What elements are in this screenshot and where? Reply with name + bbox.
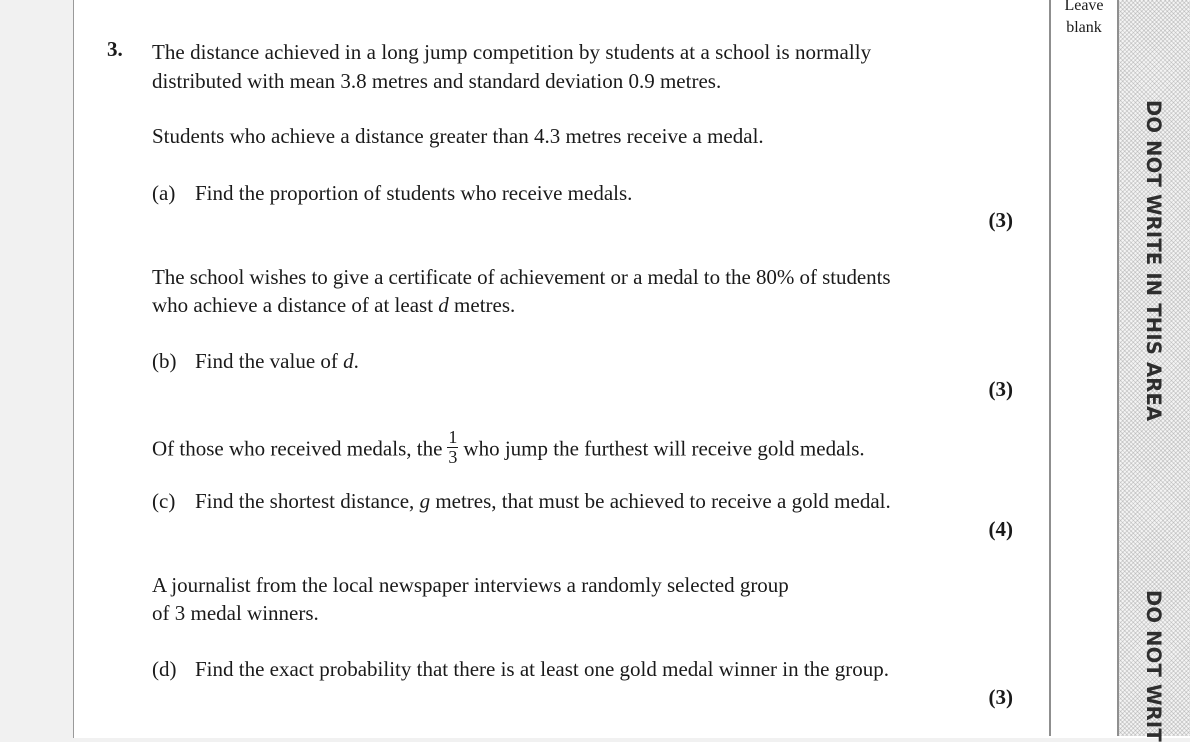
part-c-text: Find the shortest distance, [195, 489, 420, 513]
gold-medal-text [152, 427, 865, 470]
part-d-marks: (3) [988, 685, 1013, 709]
gold-text-end: who jump the furthest will receive gold medals. [463, 436, 865, 461]
margin-divider [1049, 0, 1051, 736]
gold-text-start: Of those who received medals, the [152, 436, 443, 461]
certificate-line-1: The school wishes to give a certificate of achievement or a medal to the 80% of students [152, 265, 891, 289]
journalist-line-2: of 3 medal winners. [152, 601, 319, 625]
intro-line-2: distributed with mean 3.8 metres and standard deviation 0.9 metres. [152, 69, 722, 93]
blank-word: blank [1066, 19, 1102, 36]
fraction-numerator: 1 [448, 427, 458, 447]
part-b [152, 347, 359, 375]
intro-line-1: The distance achieved in a long jump competition by students at a school is normally [152, 40, 872, 64]
part-c-text-end: metres, that must be achieved to receive a gold medal. [430, 489, 891, 513]
variable-d: d [438, 293, 449, 317]
leave-blank-label [1052, 0, 1116, 39]
part-d-label: (d) [152, 657, 177, 681]
part-c-label: (c) [152, 489, 176, 513]
part-d [152, 655, 889, 683]
medal-criteria: Students who achieve a distance greater than 4.3 metres receive a medal. [152, 124, 764, 148]
question-number: 3. [107, 37, 123, 61]
leave-word: Leave [1064, 0, 1104, 14]
do-not-write-text: DO NOT WRITE IN THIS AREA [1142, 100, 1165, 422]
fraction-one-third [447, 428, 458, 467]
part-c-marks: (4) [988, 517, 1013, 541]
part-c [152, 487, 891, 515]
part-a [152, 179, 632, 207]
part-b-label: (b) [152, 349, 177, 373]
part-a-marks: (3) [988, 208, 1013, 232]
do-not-write-text-2: DO NOT WRIT [1142, 590, 1165, 742]
journalist-line-1: A journalist from the local newspaper interviews a randomly selected group [152, 573, 789, 597]
part-b-period: . [353, 349, 359, 373]
variable-d: d [343, 349, 354, 373]
certificate-text-end: metres. [448, 293, 516, 317]
part-b-marks: (3) [988, 377, 1013, 401]
certificate-line-2 [152, 291, 515, 319]
part-b-text: Find the value of [195, 349, 344, 373]
part-d-text: Find the exact probability that there is at least one gold medal winner in the group. [195, 657, 889, 681]
certificate-text: who achieve a distance of at least [152, 293, 439, 317]
part-a-label: (a) [152, 181, 176, 205]
fraction-denominator: 3 [448, 447, 458, 467]
part-a-text: Find the proportion of students who receive medals. [195, 181, 633, 205]
variable-g: g [419, 489, 431, 513]
